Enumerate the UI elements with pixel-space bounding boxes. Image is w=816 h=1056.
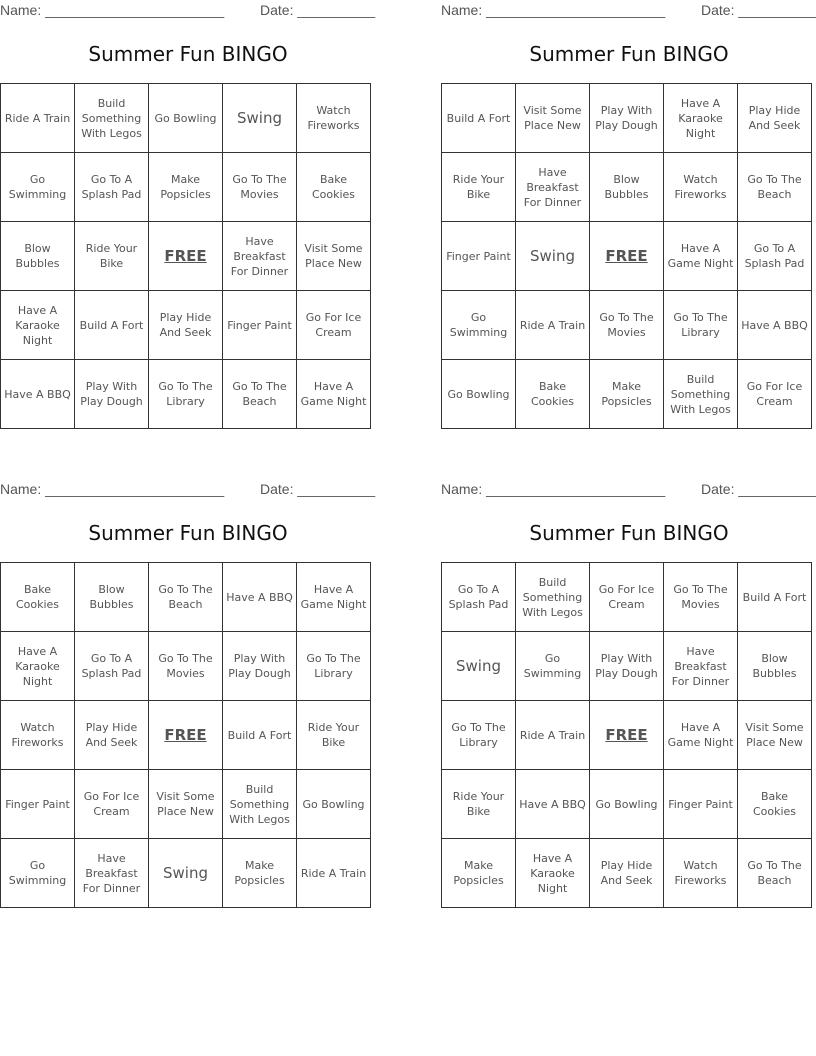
bingo-cell: Build A Fort <box>442 84 516 153</box>
bingo-row <box>442 839 812 908</box>
bingo-cell: Go To The Beach <box>738 839 812 908</box>
bingo-grid <box>441 83 812 429</box>
bingo-cell: Go To A Splash Pad <box>75 153 149 222</box>
bingo-cell: Ride A Train <box>297 839 371 908</box>
bingo-cell: Go To The Beach <box>149 563 223 632</box>
bingo-row <box>442 84 812 153</box>
free-space-cell: FREE <box>149 222 223 291</box>
bingo-cell: Watch Fireworks <box>297 84 371 153</box>
bingo-cell: Have A BBQ <box>223 563 297 632</box>
bingo-cell: Finger Paint <box>1 770 75 839</box>
bingo-cell: Visit Some Place New <box>149 770 223 839</box>
bingo-cell: Finger Paint <box>442 222 516 291</box>
bingo-cell: Have A Karaoke Night <box>664 84 738 153</box>
bingo-cell: Ride A Train <box>516 701 590 770</box>
bingo-cell: Go To A Splash Pad <box>738 222 812 291</box>
bingo-card-2 <box>441 0 816 440</box>
free-space-cell: FREE <box>590 701 664 770</box>
bingo-cell: Go For Ice Cream <box>297 291 371 360</box>
bingo-cell: Go To A Splash Pad <box>75 632 149 701</box>
date-field-label: Date: __________ <box>701 481 816 497</box>
bingo-cell: Play With Play Dough <box>223 632 297 701</box>
bingo-cell: Have A Game Night <box>664 222 738 291</box>
bingo-cell: Build A Fort <box>75 291 149 360</box>
bingo-cell: Bake Cookies <box>516 360 590 429</box>
bingo-cell: Swing <box>149 839 223 908</box>
bingo-row <box>1 153 371 222</box>
bingo-card-4 <box>441 479 816 919</box>
bingo-grid <box>0 562 371 908</box>
bingo-cell: Play Hide And Seek <box>149 291 223 360</box>
bingo-row <box>1 84 371 153</box>
bingo-cell: Bake Cookies <box>738 770 812 839</box>
bingo-card-1 <box>0 0 376 440</box>
bingo-cell: Swing <box>516 222 590 291</box>
bingo-cell: Go To The Library <box>297 632 371 701</box>
free-space-cell: FREE <box>149 701 223 770</box>
bingo-cell: Make Popsicles <box>223 839 297 908</box>
bingo-cell: Have A Game Night <box>664 701 738 770</box>
bingo-cell: Have A BBQ <box>516 770 590 839</box>
bingo-cell: Have Breakfast For Dinner <box>664 632 738 701</box>
free-space-cell: FREE <box>590 222 664 291</box>
bingo-cell: Go To The Library <box>149 360 223 429</box>
date-field-label: Date: __________ <box>701 2 816 18</box>
bingo-cell: Blow Bubbles <box>1 222 75 291</box>
card-title: Summer Fun BINGO <box>88 42 288 66</box>
bingo-row <box>442 153 812 222</box>
bingo-row <box>1 563 371 632</box>
bingo-cell: Have A Karaoke Night <box>1 632 75 701</box>
bingo-cell: Go To The Beach <box>223 360 297 429</box>
name-field-label: Name: _______________________ <box>0 2 225 18</box>
bingo-row <box>1 291 371 360</box>
card-title: Summer Fun BINGO <box>529 521 729 545</box>
bingo-cell: Go Swimming <box>1 839 75 908</box>
bingo-cell: Visit Some Place New <box>738 701 812 770</box>
bingo-cell: Ride A Train <box>516 291 590 360</box>
bingo-cell: Have A Game Night <box>297 563 371 632</box>
bingo-cell: Blow Bubbles <box>590 153 664 222</box>
bingo-cell: Watch Fireworks <box>664 839 738 908</box>
bingo-row <box>442 360 812 429</box>
bingo-cell: Have Breakfast For Dinner <box>516 153 590 222</box>
name-field-label: Name: _______________________ <box>441 2 666 18</box>
bingo-cell: Ride Your Bike <box>442 770 516 839</box>
bingo-cell: Make Popsicles <box>442 839 516 908</box>
bingo-cell: Go Bowling <box>442 360 516 429</box>
bingo-row <box>442 632 812 701</box>
bingo-cell: Make Popsicles <box>590 360 664 429</box>
bingo-row <box>1 839 371 908</box>
bingo-cell: Have A BBQ <box>738 291 812 360</box>
bingo-row <box>442 563 812 632</box>
card-header <box>441 479 816 501</box>
bingo-cell: Play With Play Dough <box>75 360 149 429</box>
bingo-cell: Play Hide And Seek <box>738 84 812 153</box>
bingo-cell: Finger Paint <box>664 770 738 839</box>
bingo-row <box>442 291 812 360</box>
bingo-cell: Ride Your Bike <box>442 153 516 222</box>
bingo-cell: Go Swimming <box>516 632 590 701</box>
card-header <box>0 479 376 501</box>
bingo-cell: Build Something With Legos <box>75 84 149 153</box>
bingo-cell: Have A BBQ <box>1 360 75 429</box>
bingo-cell: Have A Game Night <box>297 360 371 429</box>
bingo-cell: Watch Fireworks <box>1 701 75 770</box>
bingo-cell: Play With Play Dough <box>590 84 664 153</box>
card-header <box>441 0 816 22</box>
bingo-row <box>442 701 812 770</box>
bingo-row <box>1 701 371 770</box>
card-title: Summer Fun BINGO <box>88 521 288 545</box>
bingo-cell: Play Hide And Seek <box>590 839 664 908</box>
bingo-grid <box>0 83 371 429</box>
bingo-cell: Go Bowling <box>590 770 664 839</box>
bingo-cell: Go To The Movies <box>664 563 738 632</box>
bingo-cell: Build Something With Legos <box>223 770 297 839</box>
date-field-label: Date: __________ <box>260 481 376 497</box>
bingo-row <box>442 222 812 291</box>
bingo-cell: Build A Fort <box>223 701 297 770</box>
bingo-cell: Go For Ice Cream <box>738 360 812 429</box>
bingo-cell: Go To The Library <box>442 701 516 770</box>
bingo-card-3 <box>0 479 376 919</box>
bingo-cell: Go Bowling <box>149 84 223 153</box>
bingo-row <box>442 770 812 839</box>
bingo-row <box>1 770 371 839</box>
bingo-cell: Swing <box>223 84 297 153</box>
bingo-cell: Go To The Beach <box>738 153 812 222</box>
bingo-cell: Visit Some Place New <box>297 222 371 291</box>
bingo-cell: Play With Play Dough <box>590 632 664 701</box>
bingo-cell: Ride Your Bike <box>75 222 149 291</box>
bingo-cell: Go Swimming <box>442 291 516 360</box>
bingo-cell: Go For Ice Cream <box>590 563 664 632</box>
bingo-cell: Swing <box>442 632 516 701</box>
bingo-cell: Blow Bubbles <box>75 563 149 632</box>
bingo-cell: Go Bowling <box>297 770 371 839</box>
bingo-cell: Go To The Movies <box>590 291 664 360</box>
bingo-cell: Make Popsicles <box>149 153 223 222</box>
bingo-cell: Visit Some Place New <box>516 84 590 153</box>
bingo-row <box>1 222 371 291</box>
bingo-cell: Build Something With Legos <box>664 360 738 429</box>
bingo-cell: Go To A Splash Pad <box>442 563 516 632</box>
bingo-cell: Bake Cookies <box>297 153 371 222</box>
bingo-cell: Bake Cookies <box>1 563 75 632</box>
bingo-cell: Build Something With Legos <box>516 563 590 632</box>
bingo-cell: Watch Fireworks <box>664 153 738 222</box>
bingo-cell: Have A Karaoke Night <box>1 291 75 360</box>
bingo-cell: Finger Paint <box>223 291 297 360</box>
bingo-cell: Play Hide And Seek <box>75 701 149 770</box>
bingo-cell: Go To The Library <box>664 291 738 360</box>
bingo-row <box>1 632 371 701</box>
card-title: Summer Fun BINGO <box>529 42 729 66</box>
name-field-label: Name: _______________________ <box>441 481 666 497</box>
bingo-grid <box>441 562 812 908</box>
bingo-cell: Ride Your Bike <box>297 701 371 770</box>
bingo-cell: Blow Bubbles <box>738 632 812 701</box>
bingo-cell: Go To The Movies <box>223 153 297 222</box>
card-header <box>0 0 376 22</box>
date-field-label: Date: __________ <box>260 2 376 18</box>
bingo-cell: Ride A Train <box>1 84 75 153</box>
bingo-cell: Go To The Movies <box>149 632 223 701</box>
bingo-cell: Build A Fort <box>738 563 812 632</box>
bingo-cell: Have Breakfast For Dinner <box>223 222 297 291</box>
name-field-label: Name: _______________________ <box>0 481 225 497</box>
bingo-cell: Go Swimming <box>1 153 75 222</box>
bingo-cell: Have A Karaoke Night <box>516 839 590 908</box>
bingo-row <box>1 360 371 429</box>
bingo-cell: Go For Ice Cream <box>75 770 149 839</box>
bingo-cell: Have Breakfast For Dinner <box>75 839 149 908</box>
